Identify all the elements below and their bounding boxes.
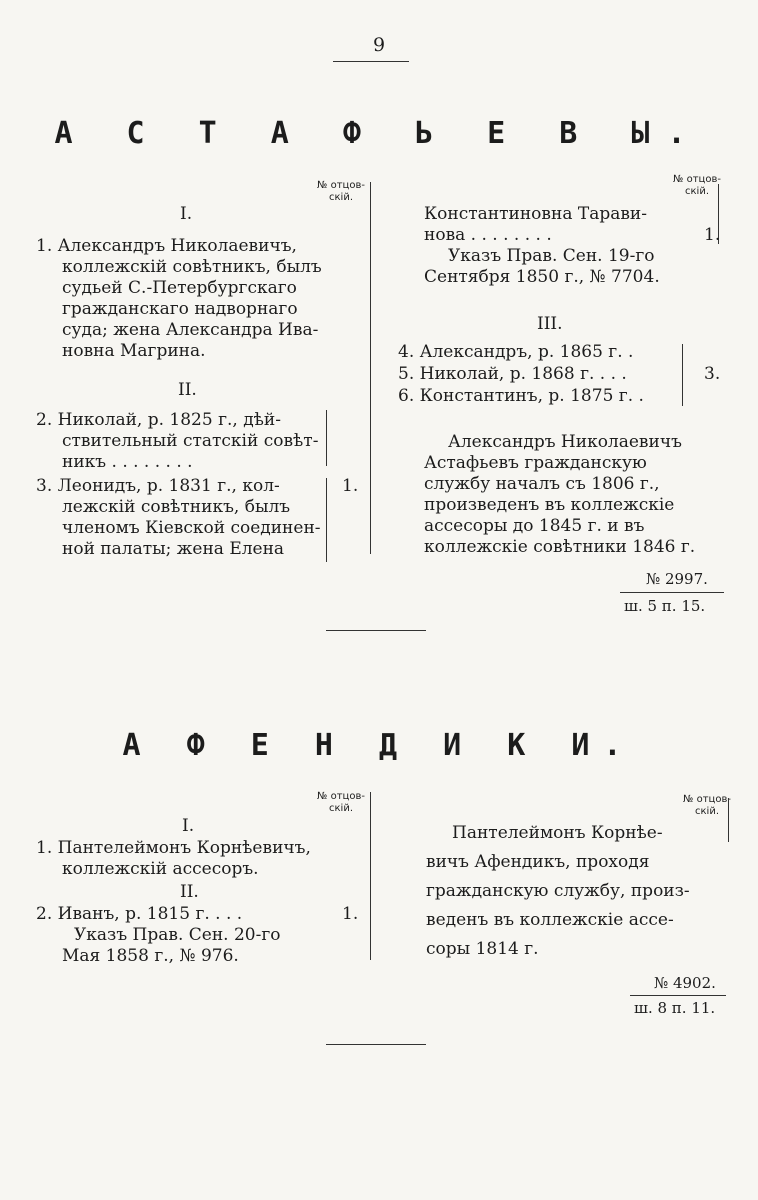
entry-line: 3. Леонидъ, р. 1831 г., кол-: [36, 476, 280, 496]
entry-line: произведенъ въ коллежскіе: [424, 495, 675, 515]
entry-line: соры 1814 г.: [426, 939, 539, 959]
record-rule: [620, 592, 724, 593]
entry-line: членомъ Кіевской соединен-: [62, 518, 321, 538]
entry-line: веденъ въ коллежскіе ассе-: [426, 910, 674, 930]
entry-line: службу началъ съ 1806 г.,: [424, 474, 660, 494]
generation-numeral: III.: [537, 314, 563, 334]
entry-line: суда; жена Александра Ива-: [62, 320, 319, 340]
entry-line: Указъ Прав. Сен. 20-го: [74, 925, 281, 945]
entry-line: 2. Николай, р. 1825 г., дѣй-: [36, 410, 281, 430]
entry-line: 4. Александръ, р. 1865 г. .: [398, 342, 634, 362]
record-number: № 4902.: [654, 974, 716, 992]
father-number: 1.: [704, 225, 721, 245]
column-divider-left: [370, 792, 371, 960]
entry-line: Сентября 1850 г., № 7704.: [424, 267, 660, 287]
record-rule: [630, 995, 726, 996]
header-text: № отцов- скій.: [317, 791, 365, 814]
entry-line: 1. Александръ Николаевичъ,: [36, 236, 297, 256]
entry-line: 2. Иванъ, р. 1815 г. . . .: [36, 904, 243, 924]
family-title-afendiki: А Ф Е Н Д И К И.: [122, 728, 636, 763]
page-number: 9: [372, 34, 386, 56]
section-divider: [326, 1044, 426, 1045]
generation-numeral: I.: [182, 816, 195, 836]
record-number: № 2997.: [646, 570, 708, 588]
entry-line: Астафьевъ гражданскую: [424, 453, 647, 473]
generation-numeral: II.: [178, 380, 197, 400]
entry-line: гражданскую службу, произ-: [426, 881, 690, 901]
entry-line: ствительный статскій совѣт-: [62, 431, 319, 451]
entry-line: коллежскій совѣтникъ, былъ: [62, 257, 322, 277]
father-number: 1.: [342, 904, 359, 924]
header-text: № отцов- скій.: [673, 174, 721, 197]
entry-line: коллежскій ассесоръ.: [62, 859, 259, 879]
bracket-line: [682, 344, 683, 406]
entry-line: Мая 1858 г., № 976.: [62, 946, 239, 966]
entry-line: Александръ Николаевичъ: [448, 432, 682, 452]
entry-line: 6. Константинъ, р. 1875 г. .: [398, 386, 644, 406]
entry-line: ассесоры до 1845 г. и въ: [424, 516, 645, 536]
entry-line: лежскій совѣтникъ, былъ: [62, 497, 291, 517]
father-number-header-right: [670, 174, 724, 198]
generation-numeral: II.: [180, 882, 199, 902]
archive-location: ш. 5 п. 15.: [624, 597, 706, 615]
father-number: 3.: [704, 364, 721, 384]
entry-line: Указъ Прав. Сен. 19-го: [448, 246, 655, 266]
generation-numeral: I.: [180, 204, 193, 224]
header-text: № отцов- скій.: [683, 794, 731, 817]
header-text: № отцов- скій.: [317, 180, 365, 203]
father-number: 1.: [342, 476, 359, 496]
entry-line: нова . . . . . . . .: [424, 225, 552, 245]
header-rule: [333, 61, 409, 62]
column-divider-left: [370, 182, 371, 554]
entry-line: коллежскіе совѣтники 1846 г.: [424, 537, 696, 557]
entry-line: Константиновна Тарави-: [424, 204, 647, 224]
entry-line: судьей С.-Петербургскаго: [62, 278, 297, 298]
entry-line: новна Магрина.: [62, 341, 206, 361]
father-number-header-left: [306, 791, 376, 815]
entry-line: 5. Николай, р. 1868 г. . . .: [398, 364, 627, 384]
father-number-header-left: [306, 180, 376, 204]
bracket-line: [326, 410, 327, 466]
entry-line: гражданскаго надворнаго: [62, 299, 298, 319]
bracket-line: [326, 478, 327, 562]
entry-line: 1. Пантелеймонъ Корнѣевичъ,: [36, 838, 311, 858]
family-title-astafievy: А С Т А Ф Ь Е В Ы.: [54, 116, 704, 151]
entry-line: вичъ Афендикъ, проходя: [426, 852, 650, 872]
entry-line: Пантелеймонъ Корнѣе-: [452, 823, 663, 843]
entry-line: ной палаты; жена Елена: [62, 539, 285, 559]
archive-location: ш. 8 п. 11.: [634, 999, 716, 1017]
column-divider-right: [728, 798, 729, 842]
father-number-header-right: [670, 794, 744, 818]
entry-line: никъ . . . . . . . .: [62, 452, 193, 472]
section-divider: [326, 630, 426, 631]
